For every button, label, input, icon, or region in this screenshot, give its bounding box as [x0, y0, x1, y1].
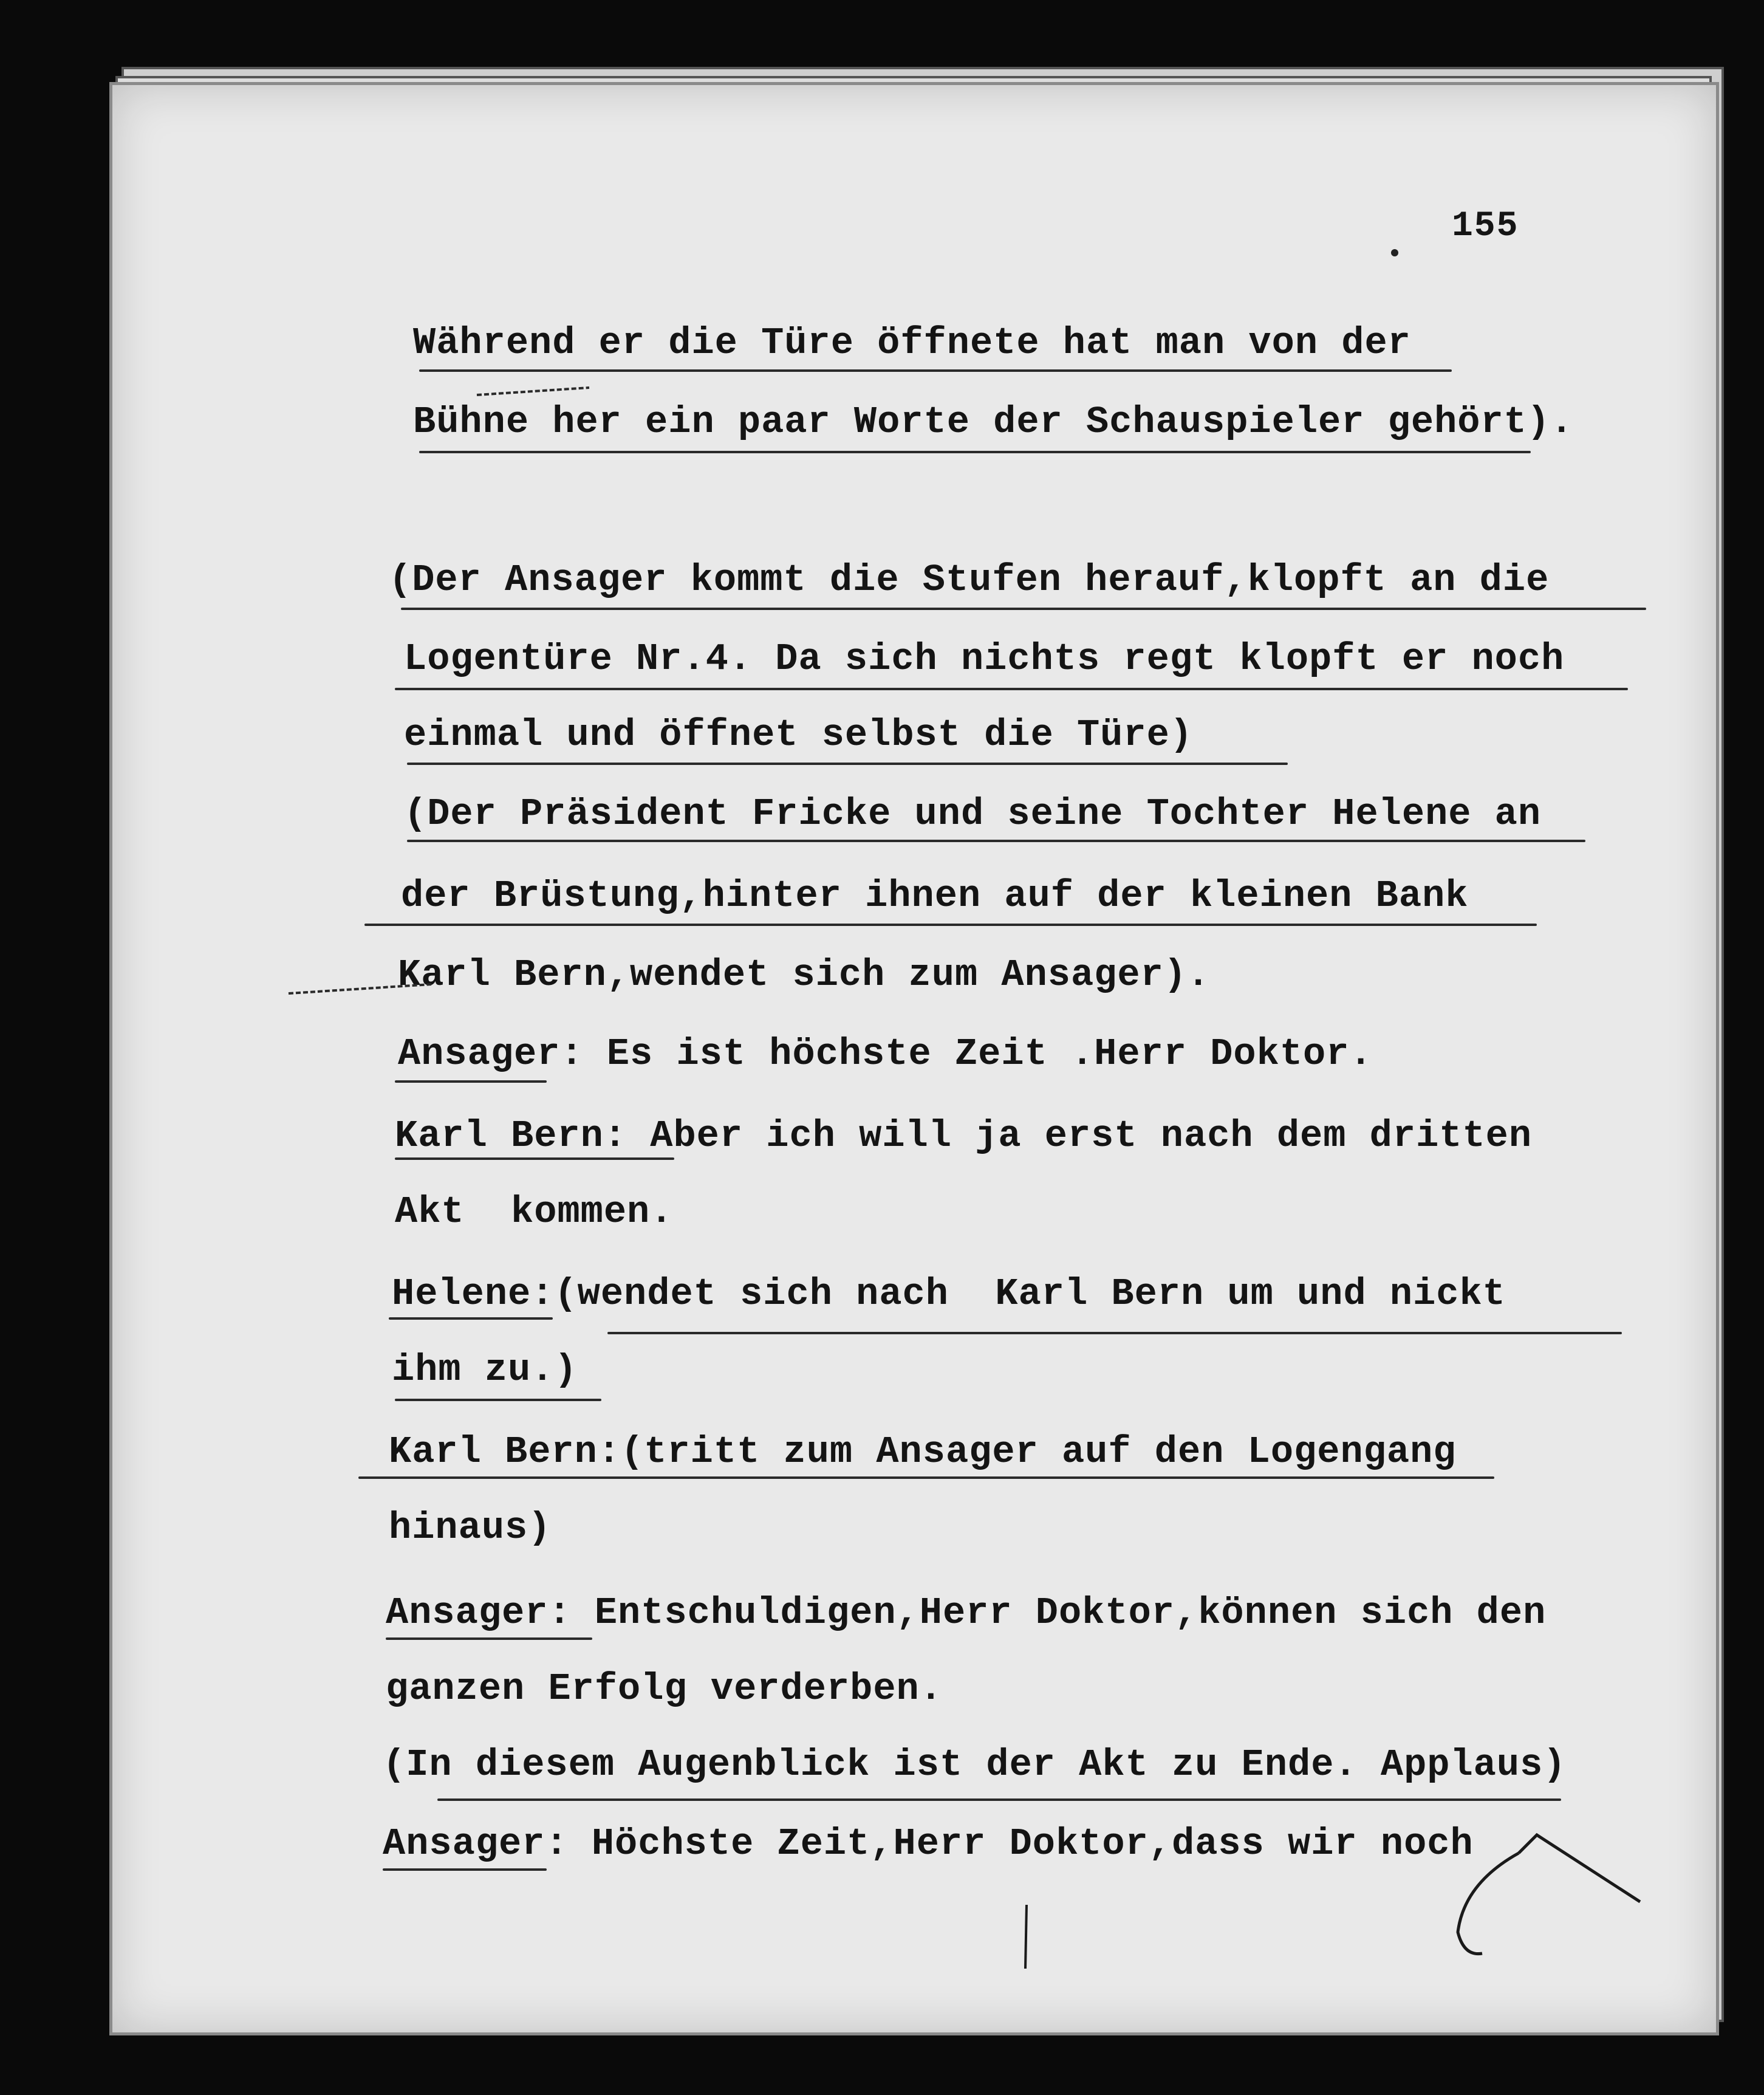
ink-dot [1391, 249, 1398, 256]
page-number: 155 [1452, 207, 1519, 246]
text-line: ihm zu.) [392, 1348, 578, 1391]
text-line: Helene:(wendet sich nach Karl Bern um und nickt [392, 1272, 1506, 1315]
pen-underline [607, 1332, 1622, 1334]
pen-underline [386, 1637, 592, 1640]
pen-underline [358, 1476, 1494, 1479]
pen-dash-mark [285, 978, 443, 1003]
text-line: (In diesem Augenblick ist der Akt zu Ende. Applaus) [383, 1743, 1567, 1786]
pen-dash-mark [474, 383, 595, 401]
text-line: ganzen Erfolg verderben. [386, 1667, 943, 1710]
pen-underline [395, 688, 1628, 690]
text-line: Ansager: Entschuldigen,Herr Doktor,können sich den [386, 1591, 1547, 1634]
pen-underline [419, 369, 1452, 372]
text-line: Karl Bern:(tritt zum Ansager auf den Logengang [389, 1430, 1457, 1473]
pen-arrow-mark [1446, 1817, 1664, 1999]
text-line: Logentüre Nr.4. Da sich nichts regt klopft er noch [404, 637, 1565, 681]
text-line: einmal und öffnet selbst die Türe) [404, 713, 1194, 756]
text-line: Bühne her ein paar Worte der Schauspieler gehört). [413, 400, 1574, 444]
text-line: Karl Bern,wendet sich zum Ansager). [398, 953, 1211, 996]
pen-underline [407, 763, 1288, 765]
pen-underline [364, 924, 1537, 926]
text-line: (Der Ansager kommt die Stufen herauf,klopft an die [389, 558, 1550, 602]
text-line: (Der Präsident Fricke und seine Tochter Helene an [404, 792, 1542, 835]
text-line: der Brüstung,hinter ihnen auf der kleinen Bank [401, 874, 1469, 917]
pen-underline [407, 840, 1585, 842]
pen-underline [395, 1157, 674, 1160]
pen-underline [395, 1080, 547, 1083]
pen-underline [401, 608, 1646, 610]
pen-underline [383, 1868, 547, 1871]
text-line: Während er die Türe öffnete hat man von der [413, 321, 1411, 365]
text-line: Ansager: Es ist höchste Zeit .Herr Doktor. [398, 1032, 1373, 1075]
text-line: Karl Bern: Aber ich will ja erst nach dem dritten [395, 1114, 1533, 1157]
text-line: Ansager: Höchste Zeit,Herr Doktor,dass wir noch [383, 1822, 1474, 1865]
pen-underline [419, 451, 1531, 453]
pen-underline [437, 1798, 1561, 1801]
text-line: Akt kommen. [395, 1190, 674, 1233]
pen-underline [395, 1399, 601, 1401]
pen-underline [389, 1317, 553, 1320]
text-line: hinaus) [389, 1506, 552, 1549]
pen-stroke-mark [1020, 1902, 1033, 1975]
